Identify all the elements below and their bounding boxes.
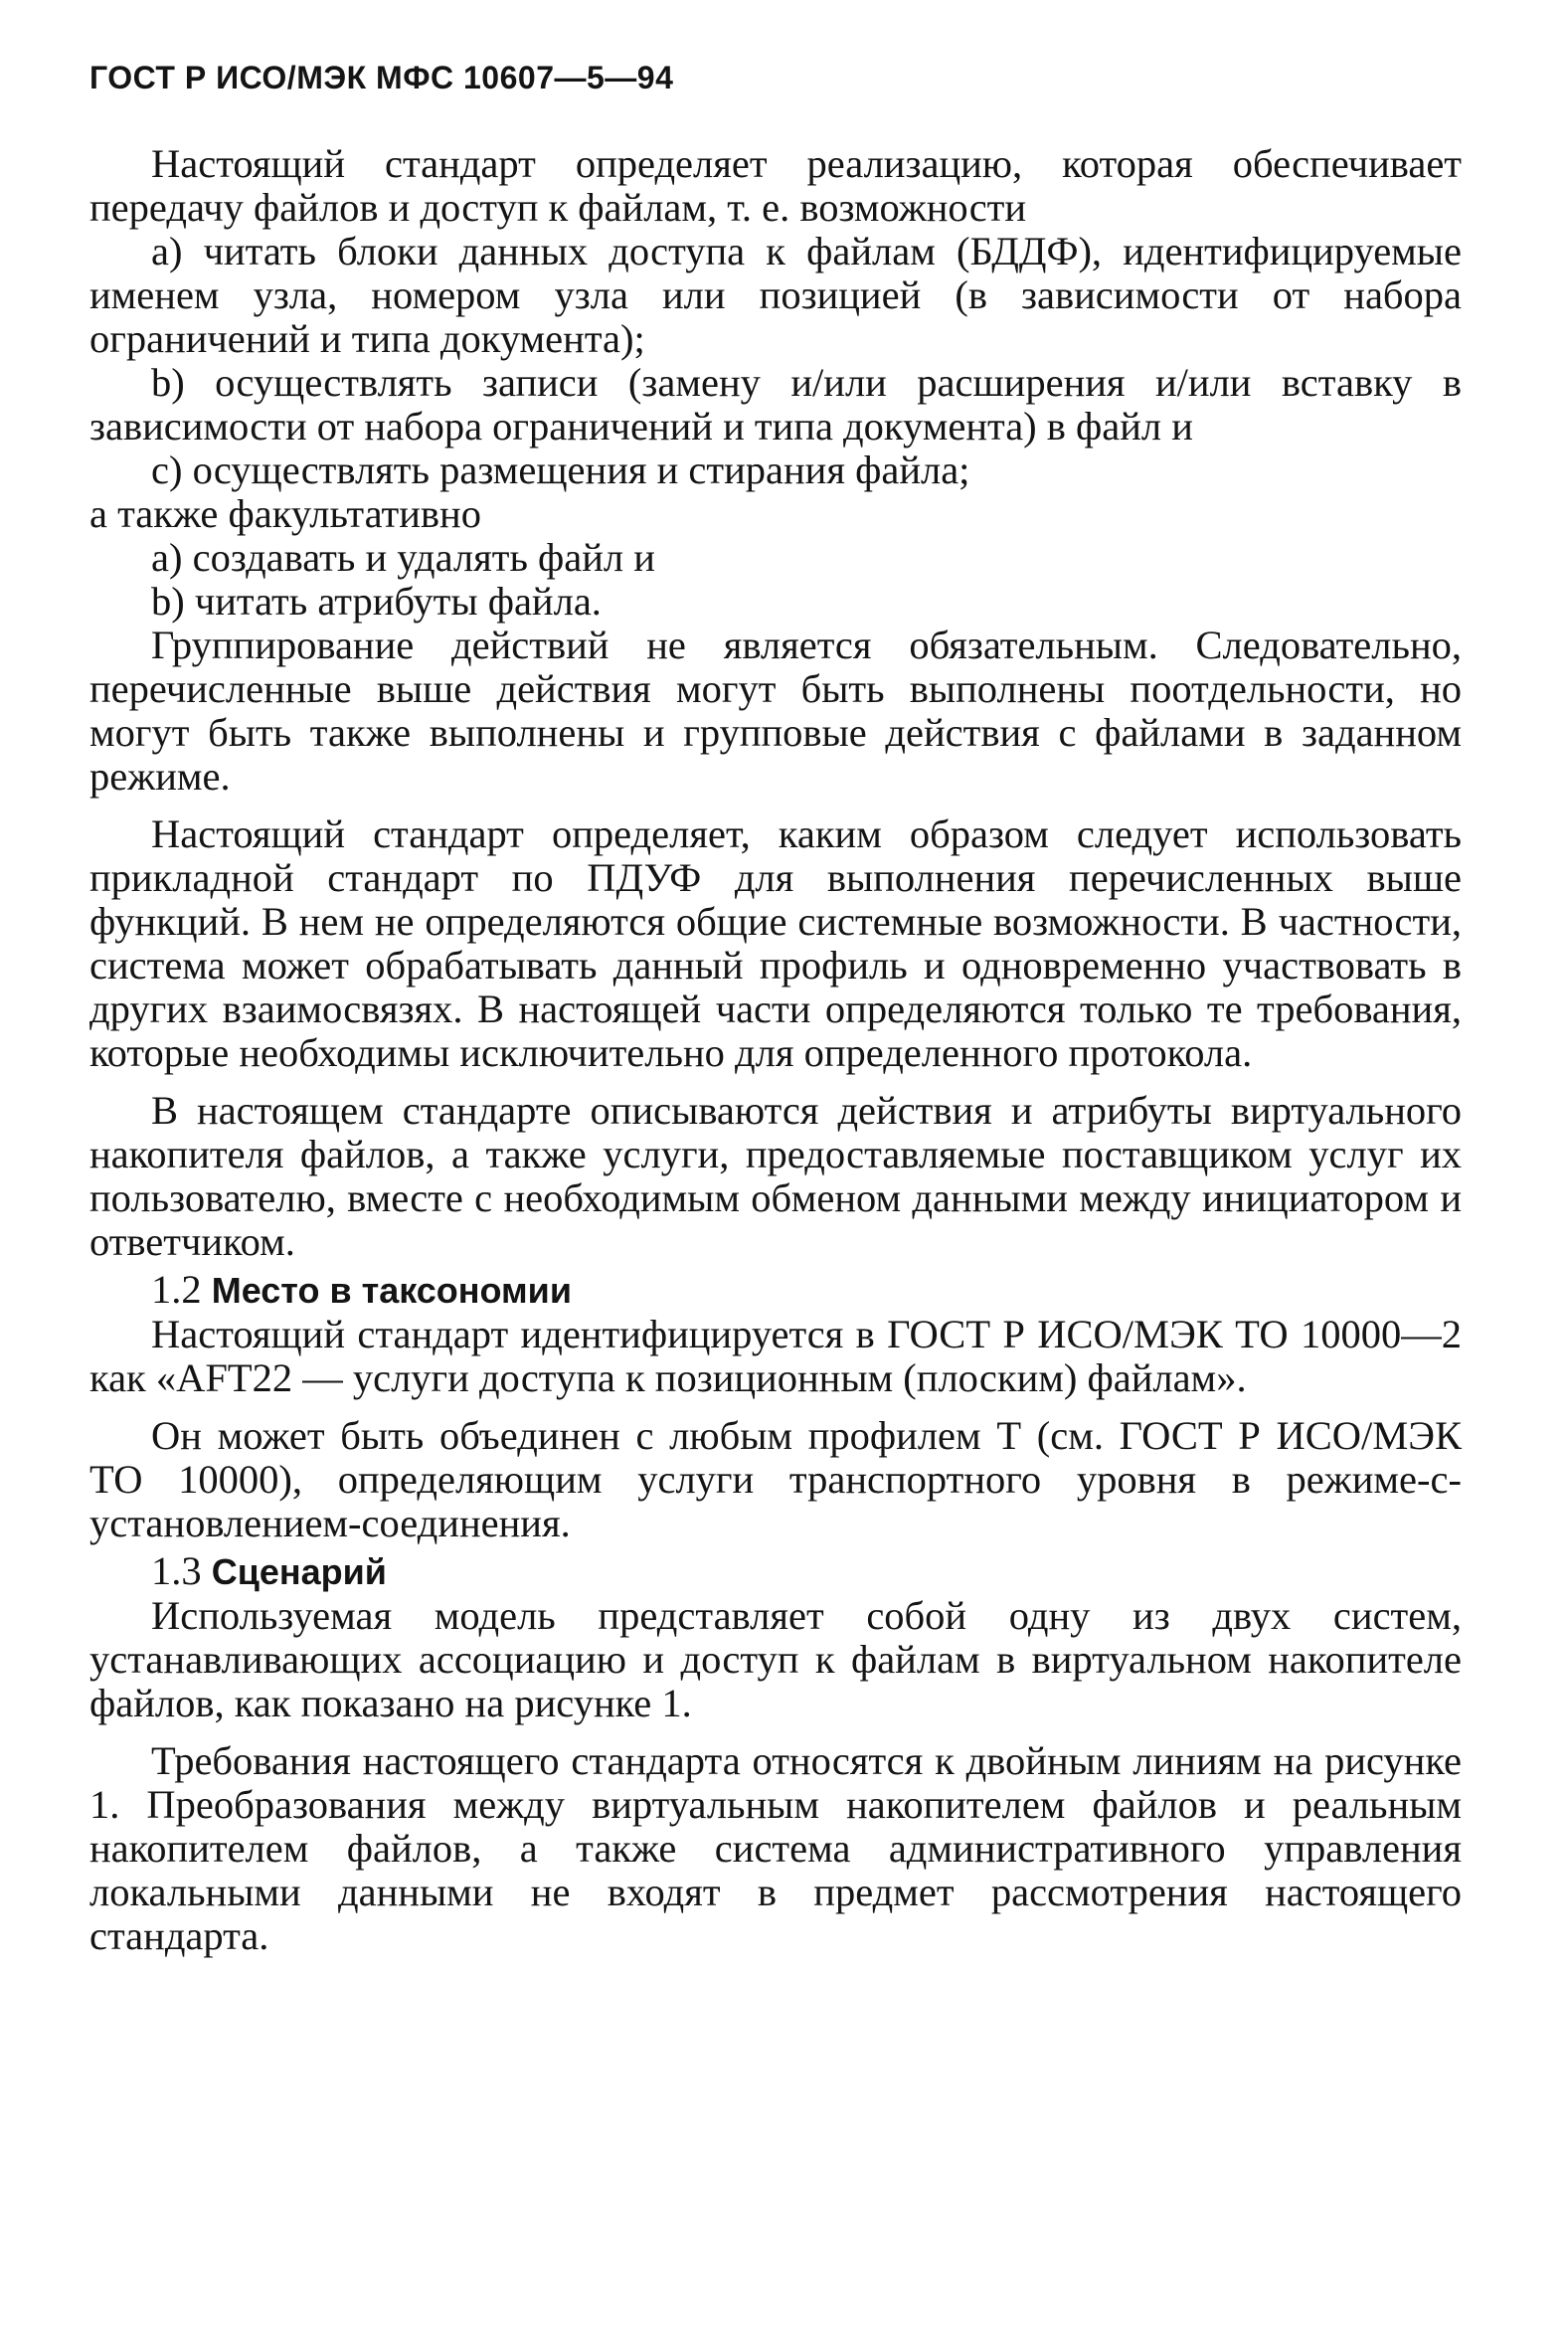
paragraph-scenario-2: Требования настоящего стандарта относятся к двойным линиям на рисунке 1. Преобразования между виртуальным накопителем файлов и реальным накопителем файлов, а также система административного управления локальными данными не входят в предмет рассмотрения настоящего стандарта. — [89, 1738, 1462, 1958]
paragraph-taxonomy-1: Настоящий стандарт идентифицируется в ГОСТ Р ИСО/МЭК ТО 10000—2 как «AFT22 — услуги доступа к позиционным (плоским) файлам». — [89, 1312, 1462, 1400]
paragraph-taxonomy-2: Он может быть объединен с любым профилем Т (см. ГОСТ Р ИСО/МЭК ТО 10000), определяющим услуги транспортного уровня в режиме-с-установлением-соединения. — [89, 1413, 1462, 1545]
list-item-optional-a: а) создавать и удалять файл и — [151, 535, 655, 580]
list-item-required-a: а) читать блоки данных доступа к файлам (БДДФ), идентифицируемые именем узла, номером узла или позицией (в зависимости от набора ограничений и типа документа); — [89, 229, 1462, 361]
section-number: 1.2 — [151, 1267, 202, 1312]
running-header: ГОСТ Р ИСО/МЭК МФС 10607—5—94 — [89, 60, 674, 95]
paragraph-scenario-1: Используемая модель представляет собой одну из двух систем, устанавливающих ассоциацию и доступ к файлам в виртуальном накопителе файлов, как показано на рисунке 1. — [89, 1593, 1462, 1725]
paragraph-describes: В настоящем стандарте описываются действия и атрибуты виртуального накопителя файлов, а также услуги, предоставляемые поставщиком услуг их пользователю, вместе с необходимым обменом данными между инициатором и ответчиком. — [89, 1088, 1462, 1264]
intro-paragraph: Настоящий стандарт определяет реализацию, которая обеспечивает передачу файлов и доступ к файлам, т. е. возможности — [89, 141, 1462, 230]
section-heading-1-3 — [89, 1549, 1462, 1594]
list-item-optional-b: b) читать атрибуты файла. — [151, 579, 602, 624]
section-title: Место в таксономии — [211, 1270, 572, 1311]
list-item-required-c: с) осуществлять размещения и стирания файла; — [151, 448, 970, 492]
paragraph-defines: Настоящий стандарт определяет, каким образом следует использовать прикладной стандарт по ПДУФ для выполнения перечисленных выше функций. В нем не определяются общие системные возможности. В частности, система может обрабатывать данный профиль и одновременно участвовать в других взаимосвязях. В настоящей части определяются только те требования, которые необходимы исключительно для определенного протокола. — [89, 811, 1462, 1075]
section-title: Сценарий — [211, 1551, 387, 1592]
list-item-required-b: b) осуществлять записи (замену и/или расширения и/или вставку в зависимости от набора ограничений и типа документа) в файл и — [89, 360, 1462, 449]
paragraph-grouping: Группирование действий не является обязательным. Следовательно, перечисленные выше действия могут быть выполнены поотдельности, но могут быть также выполнены и групповые действия с файлами в заданном режиме. — [89, 623, 1462, 799]
section-number: 1.3 — [151, 1548, 202, 1593]
optional-intro: а также факультативно — [89, 491, 481, 536]
document-page — [89, 60, 1462, 1958]
section-heading-1-2 — [89, 1268, 1462, 1313]
